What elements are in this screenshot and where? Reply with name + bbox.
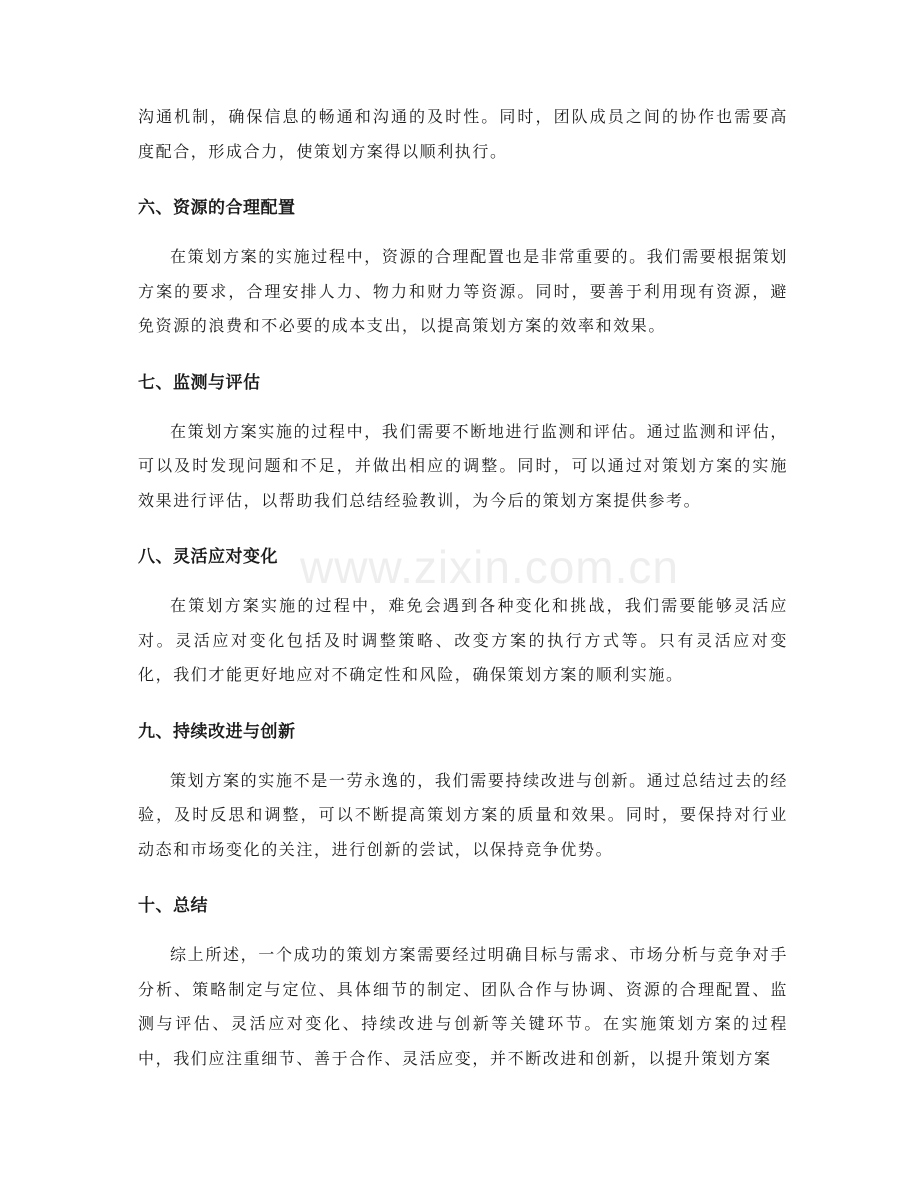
- section-paragraph: 策划方案的实施不是一劳永逸的，我们需要持续改进与创新。通过总结过去的经验，及时反思和调整，可以不断提高策划方案的质量和效果。同时，要保持对行业动态和市场变化的关注，进行创新的尝试，以保持竞争优势。: [138, 770, 788, 859]
- section-summary: [138, 891, 788, 1076]
- intro-paragraph: 沟通机制，确保信息的畅通和沟通的及时性。同时，团队成员之间的协作也需要高度配合，形成合力，使策划方案得以顺利执行。: [138, 107, 788, 161]
- section-paragraph: 在策划方案实施的过程中，难免会遇到各种变化和挑战，我们需要能够灵活应对。灵活应对变化包括及时调整策略、改变方案的执行方式等。只有灵活应对变化，我们才能更好地应对不确定性和风险，确保策划方案的顺利实施。: [138, 596, 788, 684]
- section-improvement: [138, 717, 788, 868]
- section-resources: [138, 193, 788, 344]
- section-heading: 十、总结: [138, 896, 208, 916]
- section-heading: 六、资源的合理配置: [138, 198, 296, 218]
- section-monitoring: [138, 368, 788, 519]
- section-flexibility: [138, 542, 788, 693]
- section-heading: 七、监测与评估: [138, 372, 261, 393]
- section-paragraph: 在策划方案实施的过程中，我们需要不断地进行监测和评估。通过监测和评估，可以及时发现问题和不足，并做出相应的调整。同时，可以通过对策划方案的实施效果进行评估，以帮助我们总结经验教训，为今后的策划方案提供参考。: [138, 421, 788, 510]
- section-heading: 八、灵活应对变化: [138, 547, 278, 567]
- watermark: www.zixin.com.cn: [300, 541, 679, 593]
- section-paragraph: 在策划方案的实施过程中，资源的合理配置也是非常重要的。我们需要根据策划方案的要求，合理安排人力、物力和财力等资源。同时，要善于利用现有资源，避免资源的浪费和不必要的成本支出，以提高策划方案的效率和效果。: [138, 247, 788, 335]
- section-heading: 九、持续改进与创新: [138, 721, 296, 742]
- document-body: [138, 0, 788, 1076]
- section-paragraph: 综上所述，一个成功的策划方案需要经过明确目标与需求、市场分析与竞争对手分析、策略制定与定位、具体细节的制定、团队合作与协调、资源的合理配置、监测与评估、灵活应对变化、持续改进与创新等关键环节。在实施策划方案的过程中，我们应注重细节、善于合作、灵活应变，并不断改进和创新，以提升策划方案: [138, 945, 788, 1068]
